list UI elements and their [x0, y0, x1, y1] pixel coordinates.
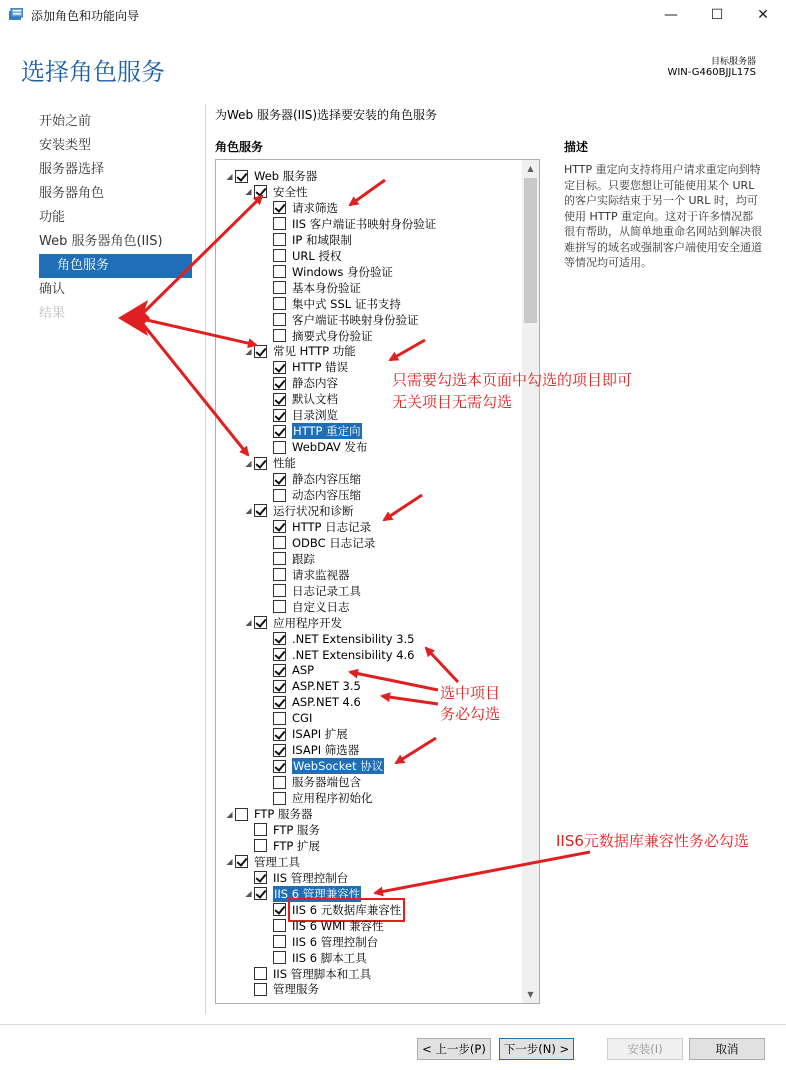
server-manager-icon [9, 8, 23, 21]
tree-item-label: IP 和域限制 [292, 232, 352, 247]
target-server-label: 目标服务器 [710, 57, 756, 67]
tree-item-label: 日志记录工具 [292, 583, 361, 598]
tree-item-label: CGI [292, 711, 313, 726]
tree-checkbox[interactable] [273, 233, 286, 246]
close-button[interactable] [740, 0, 786, 30]
tree-spacer [262, 296, 273, 312]
tree-item[interactable] [262, 391, 338, 407]
tree-item-label: ASP.NET 3.5 [292, 679, 361, 694]
previous-button[interactable]: < 上一步(P) [417, 1038, 491, 1060]
tree-item[interactable] [262, 519, 371, 535]
nav-divider [205, 104, 206, 1014]
tree-item-label: 摘要式身份验证 [292, 328, 373, 343]
tree-checkbox[interactable] [273, 935, 286, 948]
tree-spacer [243, 822, 254, 838]
expand-arrow-icon[interactable]: ◢ [245, 187, 252, 197]
tree-item[interactable] [262, 248, 341, 264]
tree-spacer [262, 790, 273, 806]
role-services-tree[interactable] [215, 159, 540, 1004]
minimize-button[interactable] [648, 0, 694, 30]
tree-item[interactable] [243, 343, 356, 359]
tree-item[interactable] [243, 615, 342, 631]
tree-item[interactable] [262, 918, 384, 934]
target-server-name: WIN-G460BJJL17S [667, 67, 756, 78]
tree-spacer [262, 742, 273, 758]
tree-item[interactable] [262, 662, 314, 678]
tree-spacer [262, 423, 273, 439]
tree-checkbox[interactable] [254, 616, 267, 629]
tree-item-label: 基本身份验证 [292, 280, 361, 295]
annotation-selected-line1: 选中项目 [440, 684, 501, 702]
description-text: HTTP 重定向支持将用户请求重定向到特定目标。只要您想让可能使用某个 URL 的客户实际结束于另一个 URL 时，均可使用 HTTP 重定向。这对于许多情况都很有帮助，从简单地重命名网站到解决很难拼写的域名或强制客户端使用安全通道等情况均可适用。 [564, 163, 762, 269]
tree-item[interactable] [262, 264, 393, 280]
tree-checkbox[interactable] [254, 967, 267, 980]
tree-item[interactable] [262, 934, 378, 950]
tree-item[interactable] [262, 567, 350, 583]
annotation-note-line1: 只需要勾选本页面中勾选的项目即可 [392, 371, 633, 389]
tree-item[interactable] [224, 806, 313, 822]
tree-checkbox[interactable] [273, 441, 286, 454]
tree-spacer [262, 439, 273, 455]
tree-checkbox[interactable] [273, 313, 286, 326]
tree-item[interactable] [262, 200, 338, 216]
nav-item-server-roles[interactable]: 服务器角色 [39, 186, 105, 201]
tree-spacer [262, 471, 273, 487]
tree-item-label: HTTP 重定向 [293, 424, 361, 439]
tree-item[interactable] [262, 631, 414, 647]
tree-item[interactable] [262, 296, 401, 312]
tree-item-label: IIS 6 管理控制台 [292, 934, 379, 949]
tree-item-label: 管理服务 [273, 982, 319, 997]
tree-checkbox[interactable] [273, 760, 286, 773]
page-title: 选择角色服务 [21, 58, 165, 86]
tree-item-label: IIS 管理脚本和工具 [273, 966, 372, 981]
tree-checkbox[interactable] [254, 983, 267, 996]
tree-spacer [262, 934, 273, 950]
wizard-footer [0, 1024, 786, 1070]
expand-arrow-icon[interactable]: ◢ [245, 889, 252, 899]
nav-item-web-server-role[interactable]: Web 服务器角色(IIS) [39, 234, 163, 249]
tree-item[interactable] [224, 168, 317, 184]
tree-item[interactable] [262, 678, 361, 694]
nav-item-results: 结果 [39, 306, 66, 321]
tree-checkbox[interactable] [235, 808, 248, 821]
tree-checkbox[interactable] [273, 281, 286, 294]
annotation-selected-line2: 务必勾选 [440, 705, 501, 723]
tree-item-label: 应用程序初始化 [292, 791, 373, 806]
description-heading: 描述 [564, 140, 589, 154]
tree-spacer [262, 678, 273, 694]
tree-checkbox[interactable] [273, 489, 286, 502]
tree-item[interactable] [262, 439, 367, 455]
tree-item-label: 安全性 [273, 184, 308, 199]
scroll-down-icon[interactable]: ▼ [527, 990, 534, 999]
tree-item[interactable] [243, 184, 308, 200]
tree-checkbox[interactable] [254, 185, 267, 198]
tree-item[interactable] [262, 950, 367, 966]
expand-arrow-icon[interactable]: ◢ [226, 809, 233, 819]
tree-item-label: 目录浏览 [292, 408, 338, 423]
scroll-thumb[interactable] [524, 178, 537, 323]
expand-arrow-icon[interactable]: ◢ [226, 857, 233, 867]
tree-checkbox[interactable] [273, 217, 286, 230]
tree-spacer [243, 838, 254, 854]
tree-spacer [262, 232, 273, 248]
tree-checkbox[interactable] [273, 425, 286, 438]
tree-item[interactable] [262, 328, 373, 344]
tree-spacer [262, 407, 273, 423]
tree-item-label: 请求筛选 [292, 200, 338, 215]
tree-item-label: 跟踪 [292, 551, 315, 566]
nav-item-server-selection[interactable]: 服务器选择 [39, 162, 105, 177]
tree-spacer [262, 647, 273, 663]
tree-item[interactable] [262, 216, 436, 232]
tree-item[interactable] [262, 359, 348, 375]
maximize-icon: ☐ [710, 7, 724, 23]
tree-item-label: URL 授权 [292, 248, 342, 263]
tree-item-label: 请求监视器 [292, 567, 350, 582]
tree-item-label: 自定义日志 [292, 599, 350, 614]
tree-checkbox[interactable] [273, 903, 286, 916]
close-icon: ✕ [757, 7, 769, 23]
tree-item[interactable] [262, 774, 361, 790]
tree-spacer [262, 567, 273, 583]
tree-item[interactable] [243, 503, 354, 519]
tree-spacer [262, 950, 273, 966]
tree-item[interactable] [243, 870, 348, 886]
tree-spacer [262, 694, 273, 710]
tree-checkbox[interactable] [273, 520, 286, 533]
tree-item-label: IIS 6 元数据库兼容性 [292, 902, 402, 917]
tree-item[interactable] [262, 232, 352, 248]
tree-item-label: FTP 扩展 [273, 838, 321, 853]
tree-item-label: 服务器端包含 [292, 775, 361, 790]
tree-item-label: WebSocket 协议 [293, 759, 384, 774]
tree-item-label: IIS 6 脚本工具 [292, 950, 367, 965]
tree-item[interactable] [262, 535, 375, 551]
tree-spacer [262, 535, 273, 551]
tree-item[interactable] [262, 312, 419, 328]
tree-checkbox[interactable] [273, 329, 286, 342]
tree-item-label: 动态内容压缩 [292, 488, 361, 502]
nav-item-features[interactable]: 功能 [39, 210, 66, 225]
tree-checkbox[interactable] [273, 361, 286, 374]
tree-spacer [262, 599, 273, 615]
expand-arrow-icon[interactable]: ◢ [245, 618, 252, 628]
tree-checkbox[interactable] [254, 839, 267, 852]
tree-checkbox[interactable] [273, 377, 286, 390]
tree-item[interactable] [262, 758, 384, 774]
tree-item-label: Web 服务器 [254, 169, 318, 183]
tree-checkbox[interactable] [273, 792, 286, 805]
tree-spacer [262, 200, 273, 216]
tree-spacer [262, 583, 273, 599]
tree-checkbox[interactable] [273, 249, 286, 262]
nav-item-installation-type[interactable]: 安装类型 [39, 138, 92, 153]
tree-spacer [262, 359, 273, 375]
nav-item-confirmation[interactable]: 确认 [39, 282, 66, 297]
tree-item[interactable] [262, 742, 359, 758]
tree-item-label: ODBC 日志记录 [292, 535, 376, 550]
tree-checkbox[interactable] [273, 744, 286, 757]
tree-item-label: FTP 服务 [273, 822, 321, 837]
tree-item[interactable] [243, 886, 361, 902]
tree-spacer [262, 519, 273, 535]
tree-checkbox[interactable] [254, 823, 267, 836]
tree-item-label: IIS 客户端证书映射身份验证 [292, 216, 437, 231]
tree-checkbox[interactable] [254, 345, 267, 358]
minimize-icon: — [664, 7, 678, 23]
tree-checkbox[interactable] [273, 265, 286, 278]
tree-checkbox[interactable] [273, 951, 286, 964]
instruction-text: 为Web 服务器(IIS)选择要安装的角色服务 [215, 108, 438, 122]
tree-item[interactable] [262, 375, 338, 391]
tree-item-label: FTP 服务器 [254, 807, 313, 821]
tree-item-label: ISAPI 筛选器 [292, 743, 360, 758]
tree-item-label: HTTP 日志记录 [292, 519, 372, 534]
tree-checkbox[interactable] [273, 552, 286, 565]
tree-item[interactable] [262, 726, 348, 742]
tree-item[interactable] [262, 423, 362, 439]
tree-item-label: .NET Extensibility 4.6 [292, 647, 415, 662]
tree-spacer [262, 264, 273, 280]
tree-checkbox[interactable] [273, 201, 286, 214]
tree-item-label: 管理工具 [254, 854, 300, 869]
tree-spacer [262, 328, 273, 344]
tree-item[interactable] [262, 647, 414, 663]
tree-item[interactable] [243, 966, 371, 982]
tree-item[interactable] [262, 694, 361, 710]
tree-spacer [262, 902, 273, 918]
tree-item[interactable] [243, 822, 320, 838]
role-services-heading: 角色服务 [215, 140, 264, 154]
tree-item[interactable] [262, 583, 361, 599]
tree-spacer [262, 391, 273, 407]
tree-checkbox[interactable] [235, 170, 248, 183]
tree-item[interactable] [243, 981, 319, 997]
tree-checkbox[interactable] [273, 409, 286, 422]
expand-arrow-icon[interactable]: ◢ [245, 458, 252, 468]
tree-checkbox[interactable] [273, 600, 286, 613]
tree-checkbox[interactable] [273, 680, 286, 693]
tree-item-label: .NET Extensibility 3.5 [292, 631, 415, 646]
tree-spacer [262, 248, 273, 264]
cancel-button[interactable]: 取消 [689, 1038, 765, 1060]
tree-item[interactable] [262, 407, 338, 423]
tree-item-label: Windows 身份验证 [292, 264, 393, 279]
tree-spacer [262, 662, 273, 678]
tree-spacer [262, 631, 273, 647]
tree-checkbox[interactable] [273, 536, 286, 549]
tree-item[interactable] [262, 471, 361, 487]
tree-spacer [262, 710, 273, 726]
expand-arrow-icon[interactable]: ◢ [245, 506, 252, 516]
tree-item[interactable] [243, 838, 320, 854]
tree-item-label: 应用程序开发 [273, 615, 342, 630]
annotation-iis6-note: IIS6元数据库兼容性务必勾选 [556, 832, 749, 850]
tree-item[interactable] [262, 710, 312, 726]
tree-spacer [262, 758, 273, 774]
tree-checkbox[interactable] [254, 887, 267, 900]
tree-item[interactable] [262, 551, 315, 567]
expand-arrow-icon[interactable]: ◢ [226, 171, 233, 181]
tree-spacer [262, 774, 273, 790]
tree-item-label: 运行状况和诊断 [273, 503, 354, 518]
next-button[interactable]: 下一步(N) > [499, 1038, 574, 1060]
tree-item-label: ISAPI 扩展 [292, 727, 348, 742]
maximize-button[interactable] [694, 0, 740, 30]
tree-item[interactable] [262, 902, 401, 918]
tree-item[interactable] [262, 487, 361, 503]
tree-item-label: WebDAV 发布 [292, 440, 368, 455]
tree-spacer [243, 870, 254, 886]
tree-item-label: 静态内容 [292, 376, 338, 391]
tree-spacer [243, 966, 254, 982]
tree-item[interactable] [262, 790, 373, 806]
tree-item-label: ASP.NET 4.6 [292, 695, 361, 710]
tree-spacer [262, 312, 273, 328]
tree-item[interactable] [243, 455, 296, 471]
tree-checkbox[interactable] [273, 776, 286, 789]
tree-item-label: 静态内容压缩 [292, 472, 361, 487]
scroll-up-icon[interactable]: ▲ [527, 164, 534, 173]
tree-item-label: 常见 HTTP 功能 [273, 344, 356, 359]
tree-spacer [262, 280, 273, 296]
tree-spacer [262, 551, 273, 567]
tree-checkbox[interactable] [273, 919, 286, 932]
tree-checkbox[interactable] [254, 871, 267, 884]
tree-scrollbar[interactable] [522, 160, 539, 1003]
tree-item-label: IIS 6 WMI 兼容性 [292, 918, 384, 933]
wizard-header [0, 30, 786, 98]
tree-checkbox[interactable] [273, 393, 286, 406]
tree-item-label: IIS 6 管理兼容性 [274, 886, 361, 901]
tree-item-label: HTTP 错误 [292, 360, 349, 375]
tree-item[interactable] [224, 854, 300, 870]
tree-checkbox[interactable] [273, 584, 286, 597]
tree-checkbox[interactable] [235, 855, 248, 868]
tree-checkbox[interactable] [254, 504, 267, 517]
tree-item[interactable] [262, 280, 361, 296]
nav-item-before-you-begin[interactable]: 开始之前 [39, 114, 92, 129]
tree-spacer [262, 487, 273, 503]
tree-spacer [262, 216, 273, 232]
tree-checkbox[interactable] [273, 664, 286, 677]
tree-item-label: 集中式 SSL 证书支持 [292, 296, 401, 311]
tree-spacer [262, 375, 273, 391]
tree-checkbox[interactable] [254, 457, 267, 470]
title-bar [0, 0, 786, 30]
tree-spacer [262, 726, 273, 742]
window-title: 添加角色和功能向导 [31, 9, 140, 23]
tree-item-label: 客户端证书映射身份验证 [292, 312, 419, 327]
tree-checkbox[interactable] [273, 568, 286, 581]
tree-spacer [262, 918, 273, 934]
install-button: 安装(I) [607, 1038, 683, 1060]
tree-item-label: ASP [292, 663, 315, 678]
tree-checkbox[interactable] [273, 648, 286, 661]
tree-checkbox[interactable] [273, 728, 286, 741]
tree-checkbox[interactable] [273, 696, 286, 709]
tree-item-label: 性能 [273, 456, 296, 471]
tree-checkbox[interactable] [273, 473, 286, 486]
tree-item-label: IIS 管理控制台 [273, 870, 349, 885]
tree-item-label: 默认文档 [292, 392, 338, 407]
tree-spacer [243, 981, 254, 997]
tree-checkbox[interactable] [273, 297, 286, 310]
tree-checkbox[interactable] [273, 632, 286, 645]
expand-arrow-icon[interactable]: ◢ [245, 346, 252, 356]
nav-item-role-services[interactable]: 角色服务 [39, 254, 192, 278]
wizard-nav [0, 110, 192, 326]
tree-checkbox[interactable] [273, 712, 286, 725]
annotation-note-line2: 无关项目无需勾选 [392, 393, 513, 411]
tree-item[interactable] [262, 599, 350, 615]
